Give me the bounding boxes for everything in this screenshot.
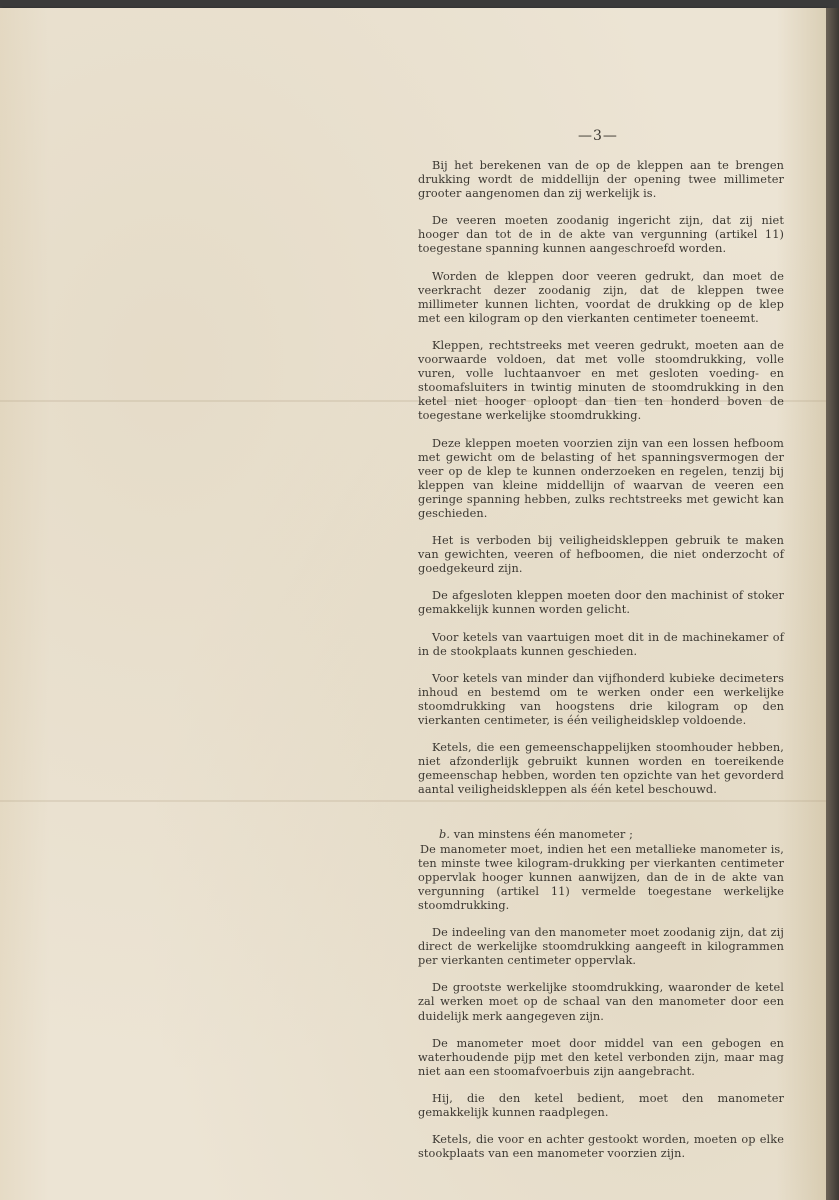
paragraph: Het is verboden bij veiligheidskleppen gebruik te maken van gewichten, veeren of hefboomen, die niet onderzocht of goedgekeurd zijn.: [418, 534, 784, 576]
paragraph: De indeeling van den manometer moet zoodanig zijn, dat zij direct de werkelijke stoomdrukking aangeeft in kilogrammen per vierkanten centimeter oppervlak.: [418, 926, 784, 968]
paragraph: Bij het berekenen van de op de kleppen aan te brengen drukking wordt de middellijn der opening twee millimeter grooter aangenomen dan zij werkelijk is.: [418, 159, 784, 201]
section-gap: [418, 810, 784, 828]
paragraph: De afgesloten kleppen moeten door den machinist of stoker gemakkelijk kunnen worden gelicht.: [418, 589, 784, 617]
paragraph: Voor ketels van vaartuigen moet dit in de machinekamer of in de stookplaats kunnen geschieden.: [418, 630, 784, 658]
paragraph: Hij, die den ketel bedient, moet den manometer gemakkelijk kunnen raadplegen.: [418, 1091, 784, 1119]
document-body: [418, 159, 784, 1174]
paragraph: Ketels, die een gemeenschappelijken stoomhouder hebben, niet afzonderlijk gebruikt kunnen worden en toereikende gemeenschap hebben, worden ten opzichte van het gevorderd aantal veiligheidskleppen als één ketel beschouwd.: [418, 741, 784, 797]
paragraph: De veeren moeten zoodanig ingericht zijn, dat zij niet hooger dan tot de in de akte van vergunning (artikel 11) toegestane spanning kunnen aangeschroefd worden.: [418, 214, 784, 256]
paragraph: De manometer moet door middel van een gebogen en waterhoudende pijp met den ketel verbonden zijn, maar mag niet aan een stoomafvoerbuis zijn aangebracht.: [418, 1036, 784, 1078]
paragraph: Deze kleppen moeten voorzien zijn van een lossen hefboom met gewicht om de belasting of het spanningsvermogen der veer op de klep te kunnen onderzoeken en regelen, tenzij bij kleppen van kleine middellijn of waarvan de veeren een geringe spanning hebben, zulks rechtstreeks met gewicht kan geschieden.: [418, 436, 784, 520]
paper-edge: [826, 8, 839, 1200]
paragraph: Ketels, die voor en achter gestookt worden, moeten op elke stookplaats van een manometer voorzien zijn.: [418, 1133, 784, 1161]
paragraph: Kleppen, rechtstreeks met veeren gedrukt, moeten aan de voorwaarde voldoen, dat met volle stoomdrukking, volle vuren, volle luchtaanvoer en met gesloten voeding- en stoomafsluiters in twintig minuten de stoomdrukking in den ketel niet hooger oploopt dan tien ten honderd boven de toegestane werkelijke stoomdrukking.: [418, 338, 784, 423]
paragraph: De grootste werkelijke stoomdrukking, waaronder de ketel zal werken moet op de schaal van den manometer door een duidelijk merk aangegeven zijn.: [418, 981, 784, 1023]
list-marker: b.: [439, 828, 451, 842]
list-item-heading: [418, 828, 784, 842]
list-heading-text: van minstens één manometer ;: [453, 828, 633, 842]
page-number: —3—: [578, 128, 618, 144]
paragraph: Worden de kleppen door veeren gedrukt, dan moet de veerkracht dezer zoodanig zijn, dat de kleppen twee millimeter kunnen lichten, voordat de drukking op de klep met een kilogram op den vierkanten centimeter toeneemt.: [418, 269, 784, 325]
paragraph: Voor ketels van minder dan vijfhonderd kubieke decimeters inhoud en bestemd om te werken onder een werkelijke stoomdrukking van hoogstens drie kilogram op den vierkanten centimeter, is één veiligheidsklep voldoende.: [418, 671, 784, 727]
paragraph: De manometer moet, indien het een metallieke manometer is, ten minste twee kilogram-drukking per vierkanten centimeter oppervlak hooger kunnen aanwijzen, dan de in de akte van vergunning (artikel 11) vermelde toegestane werkelijke stoomdrukking.: [418, 842, 784, 912]
